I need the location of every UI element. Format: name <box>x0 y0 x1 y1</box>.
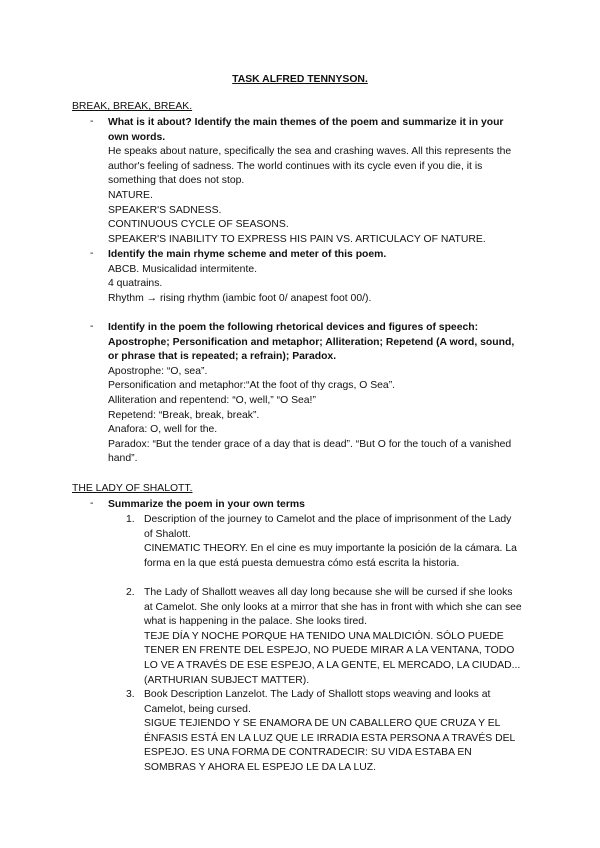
item-note: CINEMATIC THEORY. En el cine es muy importante la posición de la cámara. La forma en la que está puesta demuestra cómo está escrita la historia. <box>144 543 517 569</box>
section-heading-shalott: THE LADY OF SHALOTT. <box>72 483 193 494</box>
question-text: Identify in the poem the following rhetorical devices and figures of speech: Apostrophe; Personification and metaphor; Alliteration; Repetend (A word, sound, or phrase that is repeated; a refrain); Paradox. <box>108 322 515 363</box>
item-note: SIGUE TEJIENDO Y SE ENAMORA DE UN CABALLERO QUE CRUZA Y EL ÉNFASIS ESTÁ EN LA LUZ QUE LE IRRADIA ESTA PERSONA A TRAVÉS DEL ESPEJO. ES UNA FORMA DE CONTRADECIR: SU VIDA ESTABA EN SOMBRAS Y AHORA EL ESPEJO LE DA LA LUZ. <box>144 718 515 773</box>
answer-line: Alliteration and repentend: “O, well,” “O Sea!” <box>108 394 316 406</box>
list-item-summary <box>90 498 520 513</box>
answer-line: Repetend: “Break, break, break”. <box>108 409 260 421</box>
numbered-item-3 <box>126 688 522 776</box>
item-number: 3. <box>126 689 135 700</box>
item-number: 1. <box>126 514 135 525</box>
answer-line: 4 quatrains. <box>108 278 163 290</box>
answer-text: He speaks about nature, specifically the sea and crashing waves. All this represents the author's feeling of sadness. The world continues with its cycle even if you die, it is something that does not stop. <box>108 146 512 187</box>
theme-line: CONTINUOUS CYCLE OF SEASONS. <box>108 219 289 231</box>
theme-line: SPEAKER'S INABILITY TO EXPRESS HIS PAIN VS. ARTICULACY OF NATURE. <box>108 233 486 245</box>
section-heading-break: BREAK, BREAK, BREAK. <box>72 101 193 112</box>
answer-line: Anafora: O, well for the. <box>108 424 218 436</box>
item-text: The Lady of Shallott weaves all day long because she will be cursed if she looks at Camelot. She only looks at a mirror that she has in front with which she can see what is happening in the palace. She looks tired. <box>144 587 522 628</box>
answer-line: Rhythm → rising rhythm (iambic foot 0/ anapest foot 00/). <box>108 292 372 304</box>
item-text: Description of the journey to Camelot and the place of imprisonment of the Lady of Shalott. <box>144 514 512 540</box>
list-item-q3 <box>90 321 520 467</box>
list-item-q1 <box>90 116 520 247</box>
theme-line: SPEAKER'S SADNESS. <box>108 204 222 216</box>
numbered-item-2 <box>126 586 522 688</box>
bullet-dash: - <box>90 321 94 332</box>
item-text: Book Description Lanzelot. The Lady of Shallott stops weaving and looks at Camelot, being cursed. <box>144 689 491 715</box>
answer-line: Apostrophe: “O, sea”. <box>108 365 208 377</box>
answer-line: Personification and metaphor:“At the foot of thy crags, O Sea”. <box>108 380 396 392</box>
page-title: TASK ALFRED TENNYSON. <box>232 74 368 85</box>
list-item-q2 <box>90 248 520 306</box>
item-note: TEJE DÍA Y NOCHE PORQUE HA TENIDO UNA MALDICIÓN. SÓLO PUEDE TENER EN FRENTE DEL ESPEJO, NO PUEDE MIRAR A LA VENTANA, TODO LO VE A TRAVÉS DE ESE ESPEJO, A LA GENTE, EL MERCADO, LA CIUDAD... (ARTHURIAN SUBJECT MATTER). <box>144 630 521 686</box>
question-text: Summarize the poem in your own terms <box>108 499 305 510</box>
bullet-dash: - <box>90 498 94 509</box>
bullet-dash: - <box>90 248 94 259</box>
theme-line: NATURE. <box>108 189 153 201</box>
answer-line: ABCB. Musicalidad intermitente. <box>108 263 257 275</box>
bullet-dash: - <box>90 116 94 127</box>
numbered-item-1 <box>126 513 522 571</box>
answer-paradox: Paradox: “But the tender grace of a day that is dead”. “But O for the touch of a vanished hand”. <box>108 438 512 465</box>
question-text: What is it about? Identify the main themes of the poem and summarize it in your own words. <box>108 117 504 143</box>
item-number: 2. <box>126 587 135 598</box>
question-text: Identify the main rhyme scheme and meter of this poem. <box>108 249 387 260</box>
